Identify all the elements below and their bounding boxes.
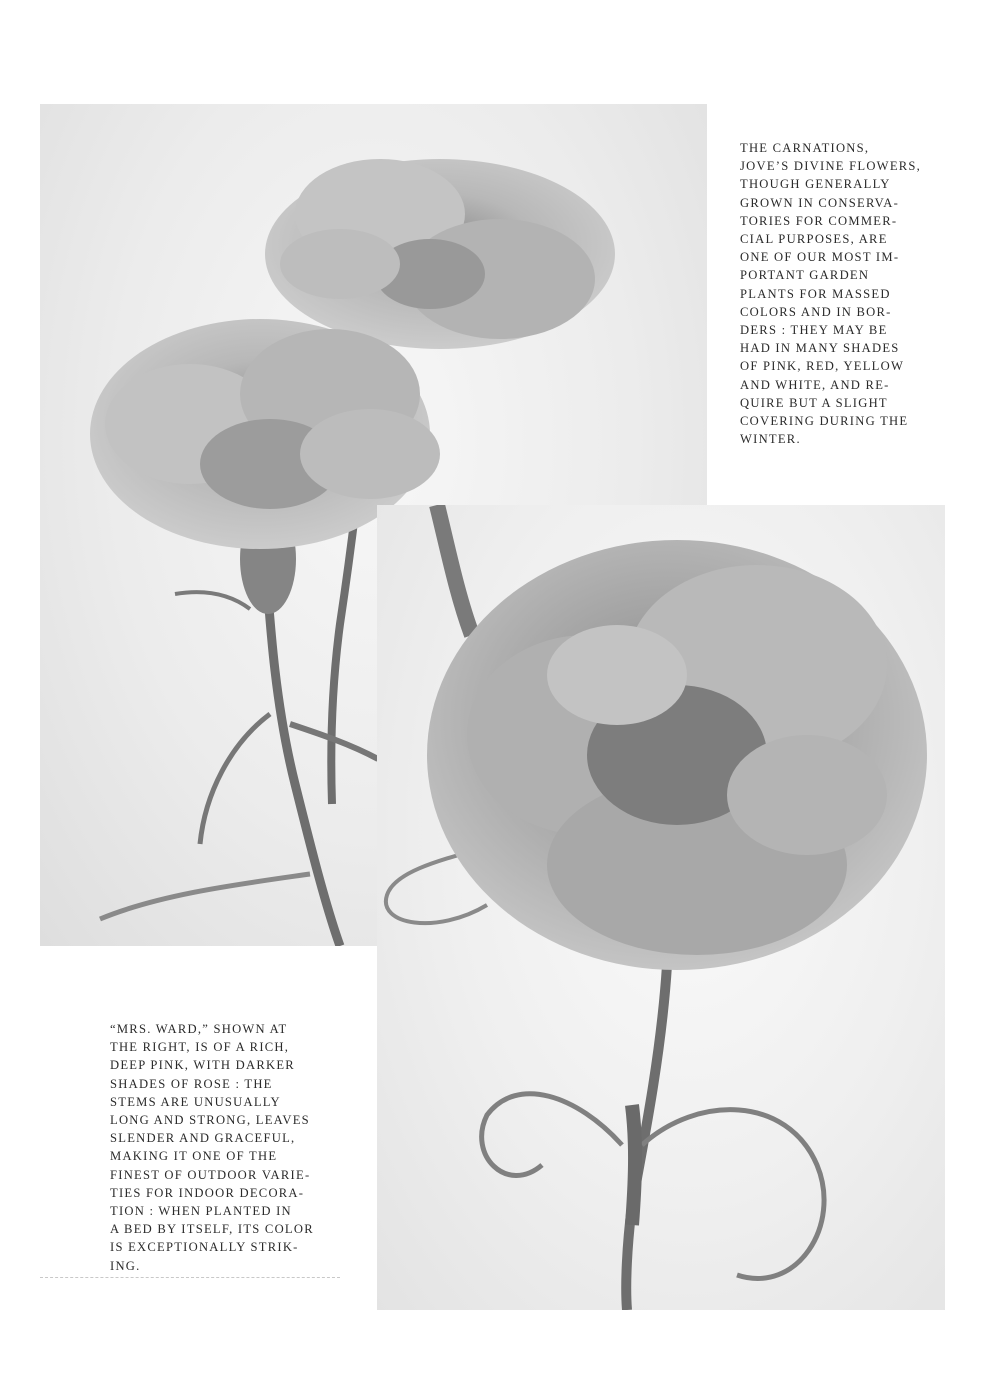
caption-line: COVERING DURING THE: [740, 414, 909, 429]
caption-line: JOVE’S DIVINE FLOWERS,: [740, 159, 922, 174]
caption-line: QUIRE BUT A SLIGHT: [740, 395, 888, 410]
caption-line: THOUGH GENERALLY: [740, 177, 891, 192]
upper-carnation: [265, 159, 615, 349]
caption-line: THE CARNATIONS,: [740, 141, 870, 155]
caption-line: IS EXCEPTIONALLY STRIK-: [110, 1240, 299, 1255]
caption-mrs-ward: [110, 1020, 314, 1275]
caption-line: DEEP PINK, WITH DARKER: [110, 1058, 295, 1073]
caption-line: TIES FOR INDOOR DECORA-: [110, 1185, 305, 1200]
caption-line: ING.: [110, 1258, 141, 1273]
caption-line: TION : WHEN PLANTED IN: [110, 1204, 292, 1219]
caption-line: ONE OF OUR MOST IM-: [740, 250, 900, 265]
caption-line: PLANTS FOR MASSED: [740, 286, 891, 301]
caption-line: PORTANT GARDEN: [740, 268, 870, 283]
mrs-ward-carnation: [427, 540, 927, 970]
caption-line: CIAL PURPOSES, ARE: [740, 232, 888, 247]
caption-line: LONG AND STRONG, LEAVES: [110, 1113, 310, 1128]
caption-line: TORIES FOR COMMER-: [740, 213, 898, 228]
caption-line: A BED BY ITSELF, ITS COLOR: [110, 1222, 314, 1237]
caption-line: OF PINK, RED, YELLOW: [740, 359, 905, 374]
caption-line: DERS : THEY MAY BE: [740, 323, 888, 338]
caption-line: HAD IN MANY SHADES: [740, 341, 900, 356]
caption-carnations-intro: [740, 139, 921, 448]
caption-line: STEMS ARE UNUSUALLY: [110, 1094, 281, 1109]
page-divider: [40, 1277, 340, 1278]
caption-line: AND WHITE, AND RE-: [740, 377, 890, 392]
caption-line: FINEST OF OUTDOOR VARIE-: [110, 1167, 311, 1182]
caption-line: GROWN IN CONSERVA-: [740, 195, 900, 210]
caption-line: THE RIGHT, IS OF A RICH,: [110, 1040, 290, 1055]
caption-line: COLORS AND IN BOR-: [740, 304, 892, 319]
caption-line: WINTER.: [740, 432, 801, 447]
caption-line: SHADES OF ROSE : THE: [110, 1076, 273, 1091]
caption-line: MAKING IT ONE OF THE: [110, 1149, 278, 1164]
photo-mrs-ward-carnation: [377, 505, 945, 1310]
caption-line: SLENDER AND GRACEFUL,: [110, 1131, 296, 1146]
caption-line: “MRS. WARD,” SHOWN AT: [110, 1022, 288, 1036]
mrs-ward-carnation-illustration: [377, 505, 945, 1310]
